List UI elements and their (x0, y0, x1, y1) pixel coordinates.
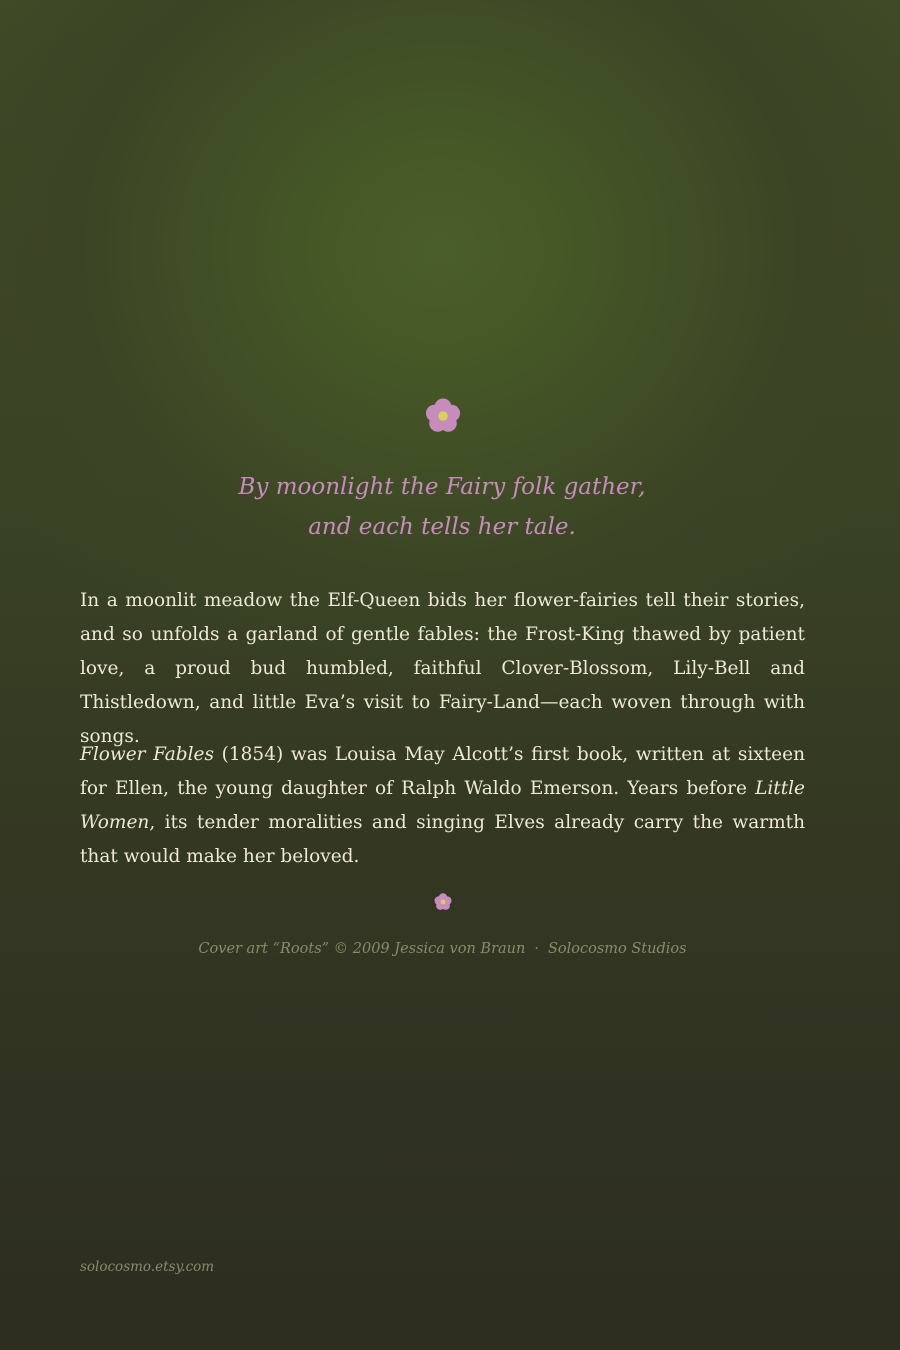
art-credit: Cover art “Roots” © 2009 Jessica von Braun (198, 941, 526, 957)
cover-art-credit (0, 941, 885, 957)
blurb-text: , its tender moralities and singing Elves already carry the warmth that would make her beloved. (80, 812, 805, 867)
website-link[interactable]: solocosmo.etsy.com (80, 1259, 215, 1275)
tagline-line-2: and each tells her tale. (308, 514, 576, 540)
tagline-line-1: By moonlight the Fairy folk gather, (238, 474, 646, 500)
blurb-text: (1854) was Louisa May Alcott’s first book, written at sixteen for Ellen, the young daughter of Ralph Waldo Emerson. Years before (80, 744, 805, 799)
book-title-little-women: Little Women (80, 778, 805, 833)
studio-credit: Solocosmo Studios (547, 941, 687, 957)
flower-icon (433, 892, 453, 912)
credit-separator: · (534, 941, 539, 957)
blurb-paragraph-1: In a moonlit meadow the Elf-Queen bids her flower-fairies tell their stories, and so unfolds a garland of gentle fables: the Frost-King thawed by patient love, a proud bud humbled, faithful Clover-Blossom, Lily-Bell and Thistledown, and little Eva’s visit to Fairy-Land—each woven through with songs. (80, 590, 805, 747)
flower-icon (423, 396, 463, 436)
blurb-paragraph-2 (80, 738, 805, 874)
book-title-flower-fables: Flower Fables (80, 744, 214, 765)
